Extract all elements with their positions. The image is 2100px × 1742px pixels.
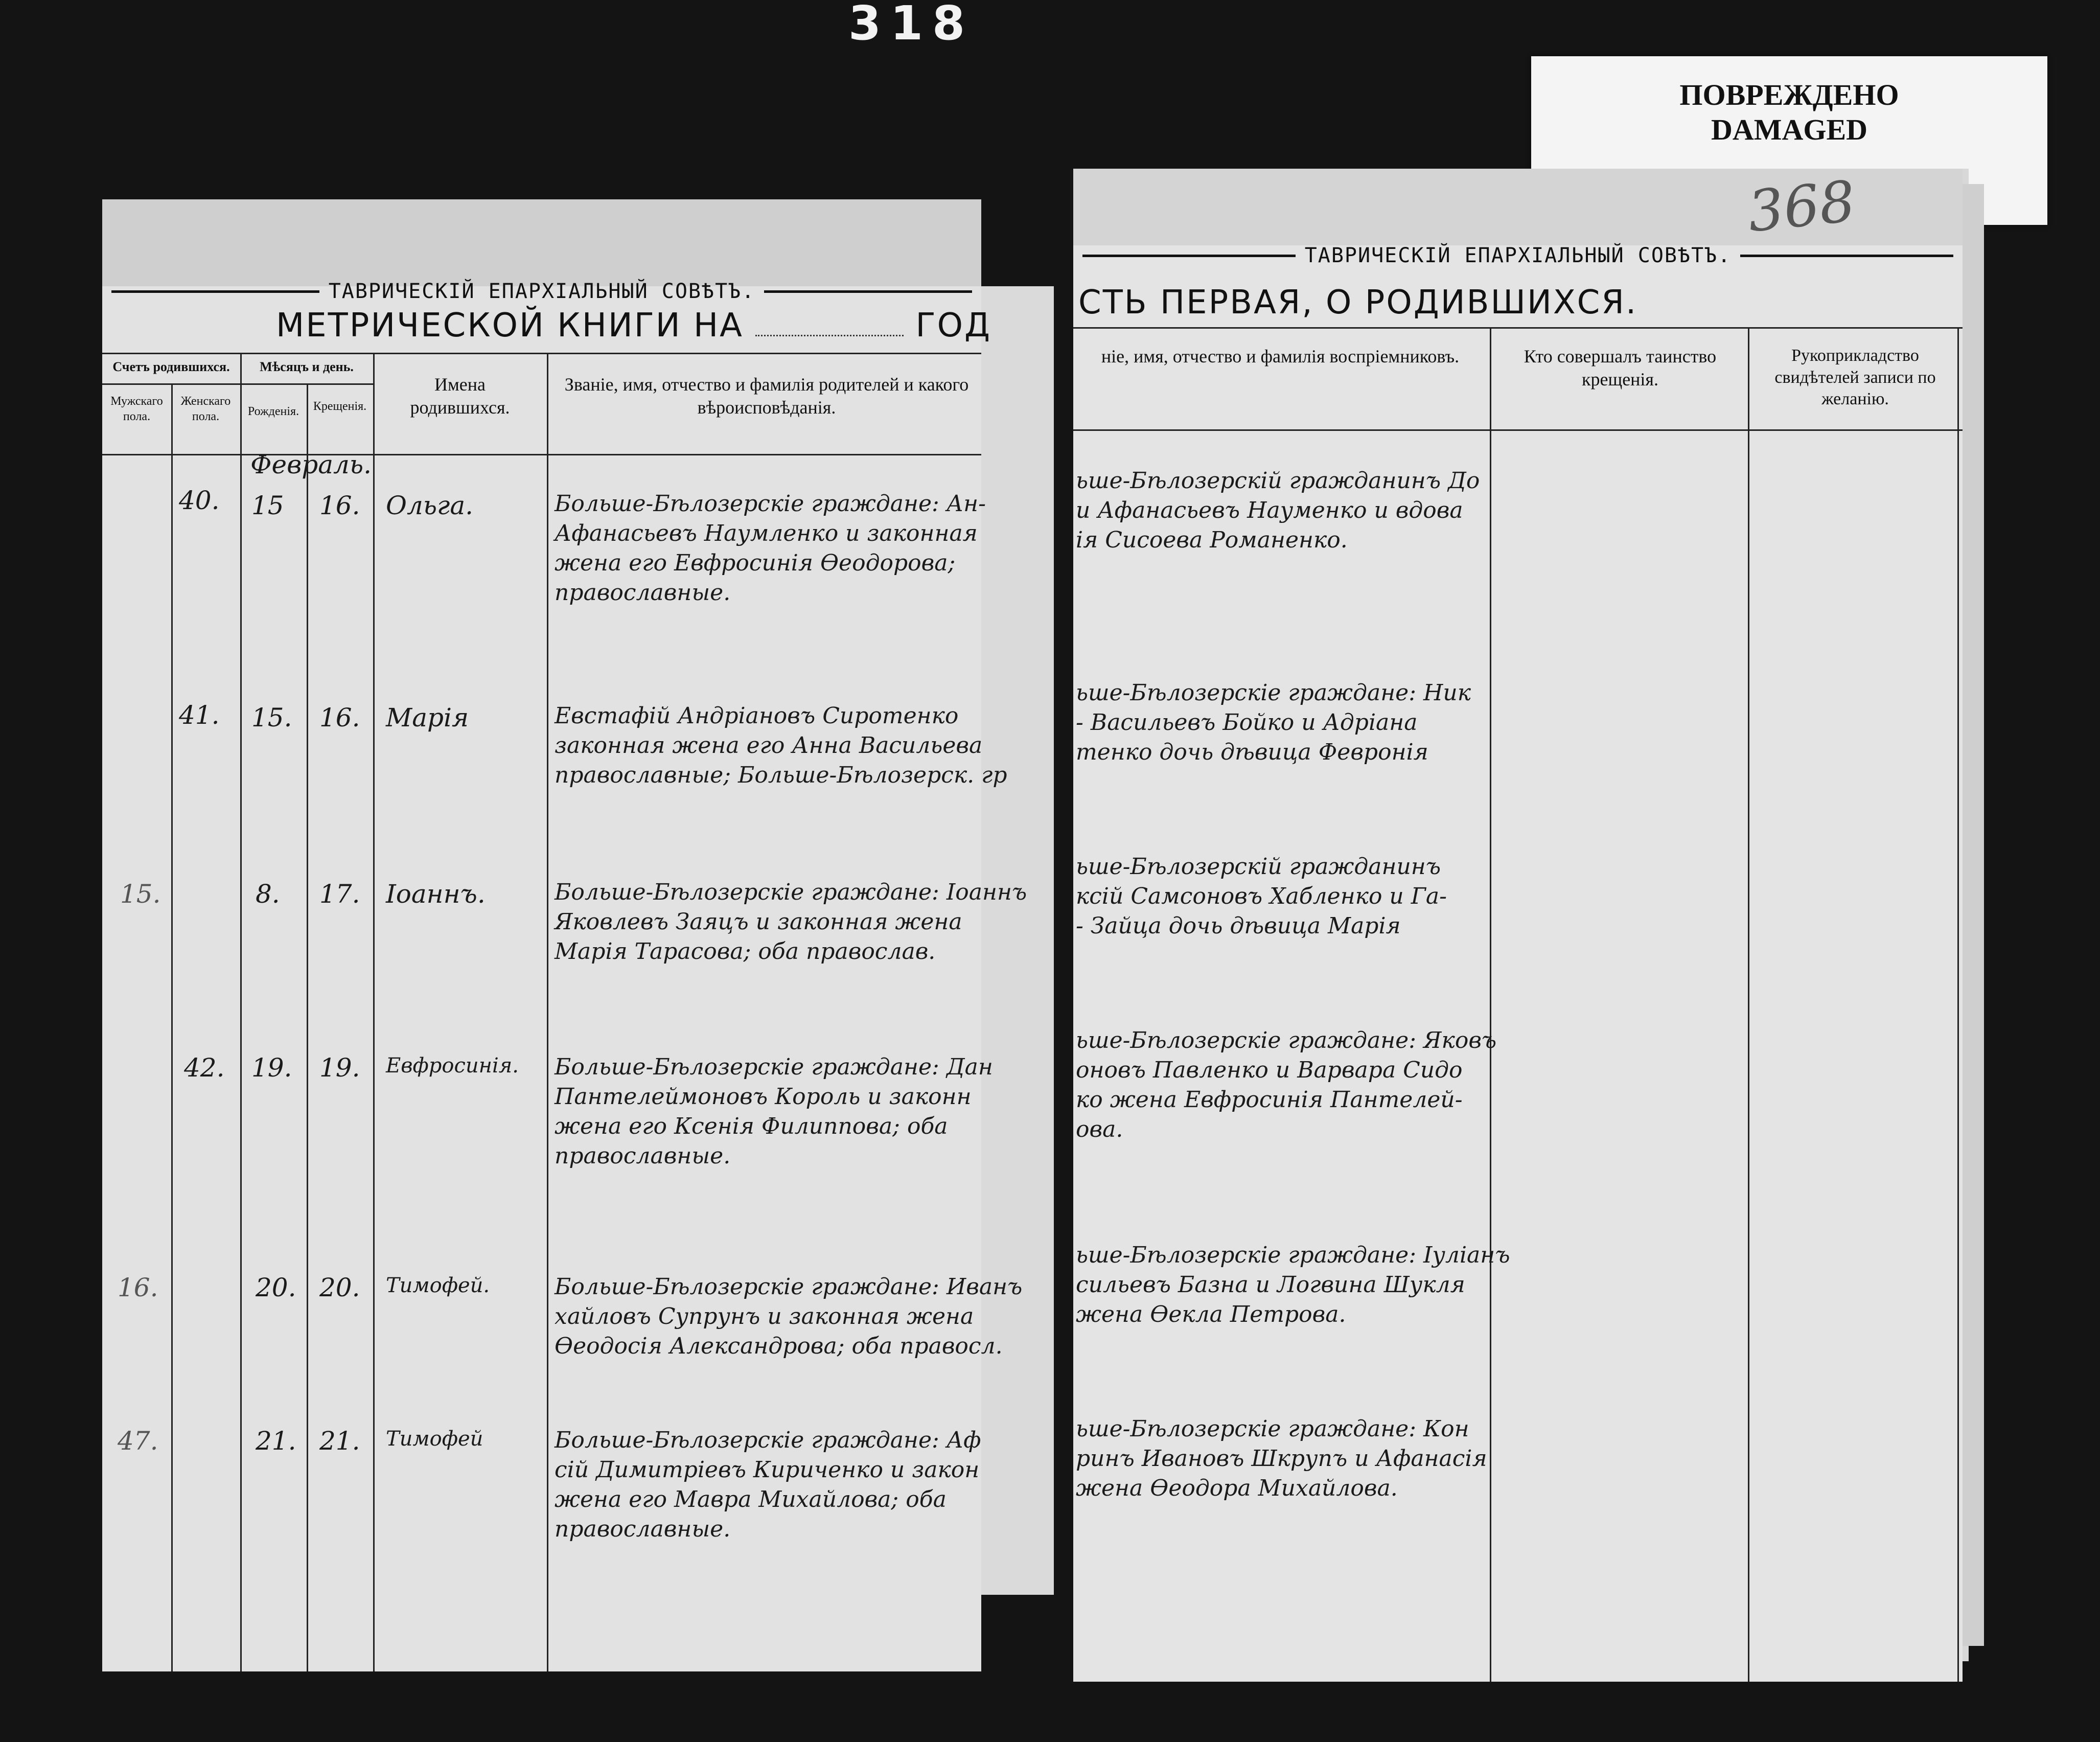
godparents-line: ьше-Бѣлозерскій гражданинъ	[1076, 854, 1441, 880]
entry-baptism-day: 19.	[319, 1053, 360, 1083]
entry-parents-line: жена его Ксенія Филиппова; оба	[555, 1113, 948, 1139]
rule-line	[764, 290, 972, 293]
godparents-line: жена Ѳекла Петрова.	[1076, 1301, 1346, 1327]
column-rule	[1748, 327, 1749, 1682]
header-month-day: Мѣсяцъ и день.	[260, 359, 354, 374]
register-title-year-word: ГОД	[915, 307, 991, 345]
entry-birth-day: 15.	[251, 703, 292, 732]
entry-parents-line: православные; Больше-Бѣлозерск. гр	[555, 762, 1007, 788]
entry-parents-line: Яковлевъ Заяцъ и законная жена	[555, 909, 962, 935]
header-witnesses: Рукоприкладство свидѣтелей записи по желанію.	[1774, 346, 1936, 408]
entry-baptism-day: 20.	[319, 1273, 360, 1302]
godparents-line: ова.	[1076, 1116, 1123, 1142]
entry-parents-line: православные.	[555, 1516, 731, 1542]
entry-child-name: Евфросинія.	[386, 1054, 519, 1078]
entry-parents-line: православные.	[555, 580, 731, 606]
entry-male-count: 47.	[118, 1426, 158, 1456]
godparents-line: ринъ Ивановъ Шкрупъ и Афанасія	[1076, 1446, 1487, 1472]
column-rule	[307, 383, 308, 1671]
entry-birth-day: 20.	[256, 1273, 296, 1302]
archive-number: 368	[1744, 168, 1859, 245]
entry-birth-day: 19.	[251, 1053, 292, 1083]
entry-parents-line: Афанасьевъ Наумленко и законная	[555, 520, 978, 546]
column-rule	[547, 353, 548, 1671]
register-title-text: МЕТРИЧЕСКОЙ КНИГИ НА	[276, 307, 744, 345]
entry-parents-line: православные.	[555, 1143, 731, 1169]
left-page	[102, 199, 1027, 1671]
header-top-rule	[102, 353, 981, 354]
header-count: Счетъ родившихся.	[112, 359, 230, 374]
entry-female-count: 40.	[179, 486, 220, 515]
entry-child-name: Ольга.	[386, 491, 474, 520]
frame-code: 318	[848, 0, 975, 51]
header-bottom-rule	[102, 454, 981, 455]
entry-parents-line: Больше-Бѣлозерскіе граждане: Аф	[555, 1427, 981, 1453]
header-mid-rule	[102, 383, 373, 385]
godparents-line: - Зайца дочь дѣвица Марія	[1076, 913, 1401, 939]
entry-parents-line: жена его Мавра Михайлова; оба	[555, 1486, 947, 1512]
header-performer: Кто совершалъ таинство крещенія.	[1524, 346, 1717, 389]
entry-baptism-day: 17.	[319, 879, 360, 909]
entry-parents-line: сій Димитріевъ Кириченко и закон	[555, 1457, 980, 1483]
header-birth: Рожденія.	[247, 405, 299, 418]
godparents-line: ьше-Бѣлозерскіе граждане: Ник	[1076, 680, 1471, 706]
header-bottom-rule	[1073, 429, 1963, 431]
godparents-line: и Афанасьевъ Науменко и вдова	[1076, 497, 1463, 523]
entry-parents-line: Больше-Бѣлозерскіе граждане: Ан-	[555, 491, 986, 517]
council-title: ТАВРИЧЕСКІЙ ЕПАРХІАЛЬНЫЙ СОВѢТЪ.	[1304, 244, 1732, 267]
council-title: ТАВРИЧЕСКІЙ ЕПАРХІАЛЬНЫЙ СОВѢТЪ.	[328, 280, 755, 303]
godparents-line: жена Ѳеодора Михайлова.	[1076, 1475, 1398, 1501]
header-parents: Званіе, имя, отчество и фамилія родителей и какого вѣроисповѣданія.	[564, 374, 969, 418]
column-rule	[373, 353, 375, 1671]
header-godparents: ніе, имя, отчество и фамилія воспріемниковъ.	[1101, 346, 1460, 366]
rule-line	[111, 290, 319, 293]
godparents-line: ко жена Евфросинія Пантелей-	[1076, 1087, 1463, 1113]
entry-parents-line: Больше-Бѣлозерскіе граждане: Иванъ	[555, 1274, 1023, 1300]
entry-parents-line: Марія Тарасова; оба православ.	[555, 938, 936, 965]
entry-male-count: 15.	[120, 879, 161, 909]
entry-parents-line: законная жена его Анна Васильева	[555, 732, 983, 759]
godparents-line: ія Сисоева Романенко.	[1076, 527, 1348, 553]
right-page	[1073, 169, 1963, 1682]
header-male: Мужскаго пола.	[110, 395, 163, 423]
header-baptism: Крещенія.	[313, 400, 367, 413]
register-section-title: СТЬ ПЕРВАЯ, О РОДИВШИХСЯ.	[1078, 284, 1638, 322]
godparents-line: сильевъ Базна и Логвина Шукля	[1076, 1272, 1465, 1298]
entry-parents-line: Ѳеодосія Александрова; оба правосл.	[555, 1333, 1003, 1359]
column-rule	[240, 353, 242, 1671]
rule-line	[1082, 255, 1296, 257]
entry-birth-day: 8.	[256, 879, 280, 909]
entry-child-name: Тимофей.	[386, 1274, 490, 1297]
entry-parents-line: Больше-Бѣлозерскіе граждане: Іоаннъ	[555, 879, 1027, 905]
month-label: Февраль.	[250, 450, 372, 479]
council-header	[102, 271, 981, 312]
entry-parents-line: жена его Евфросинія Ѳеодорова;	[555, 550, 956, 576]
header-female: Женскаго пола.	[180, 395, 231, 423]
year-blank	[755, 335, 904, 336]
godparents-line: ьше-Бѣлозерскіе граждане: Іуліанъ	[1076, 1242, 1510, 1268]
entry-parents-line: хайловъ Супрунъ и законная жена	[555, 1303, 974, 1330]
godparents-line: тенко дочь дѣвица Февронія	[1076, 739, 1428, 765]
council-header	[1073, 235, 1963, 276]
header-top-rule	[1073, 327, 1963, 329]
column-rule	[171, 383, 173, 1671]
godparents-line: ьше-Бѣлозерскіе граждане: Кон	[1076, 1416, 1469, 1442]
binding-gutter	[971, 286, 1054, 1595]
rule-line	[1740, 255, 1953, 257]
entry-male-count: 16.	[118, 1273, 158, 1302]
entry-parents-line: Евстафій Андріановъ Сиротенко	[555, 703, 959, 729]
register-title	[276, 307, 991, 345]
column-rule	[1957, 327, 1959, 1682]
damaged-label-en: DAMAGED	[1711, 113, 1868, 146]
entry-parents-line: Пантелеймоновъ Король и законн	[555, 1084, 972, 1110]
entry-child-name: Іоаннъ.	[386, 879, 486, 909]
godparents-line: ьше-Бѣлозерскіе граждане: Яковъ	[1076, 1027, 1497, 1053]
header-names: Имена родившихся.	[410, 374, 510, 418]
column-rule	[1490, 327, 1491, 1682]
damaged-label-ru: ПОВРЕЖДЕНО	[1679, 78, 1899, 111]
entry-child-name: Марія	[386, 703, 469, 732]
entry-baptism-day: 16.	[319, 491, 360, 520]
entry-parents-line: Больше-Бѣлозерскіе граждане: Дан	[555, 1054, 993, 1080]
godparents-line: - Васильевъ Бойко и Адріана	[1076, 709, 1418, 736]
godparents-line: оновъ Павленко и Варвара Сидо	[1076, 1057, 1463, 1083]
entry-baptism-day: 16.	[319, 703, 360, 732]
entry-baptism-day: 21.	[319, 1426, 360, 1456]
entry-birth-day: 21.	[256, 1426, 296, 1456]
entry-birth-day: 15	[251, 491, 284, 520]
godparents-line: ксій Самсоновъ Хабленко и Га-	[1076, 883, 1447, 909]
entry-female-count: 42.	[184, 1053, 225, 1083]
entry-child-name: Тимофей	[386, 1427, 483, 1451]
godparents-line: ьше-Бѣлозерскій гражданинъ До	[1076, 468, 1480, 494]
entry-female-count: 41.	[179, 700, 220, 730]
